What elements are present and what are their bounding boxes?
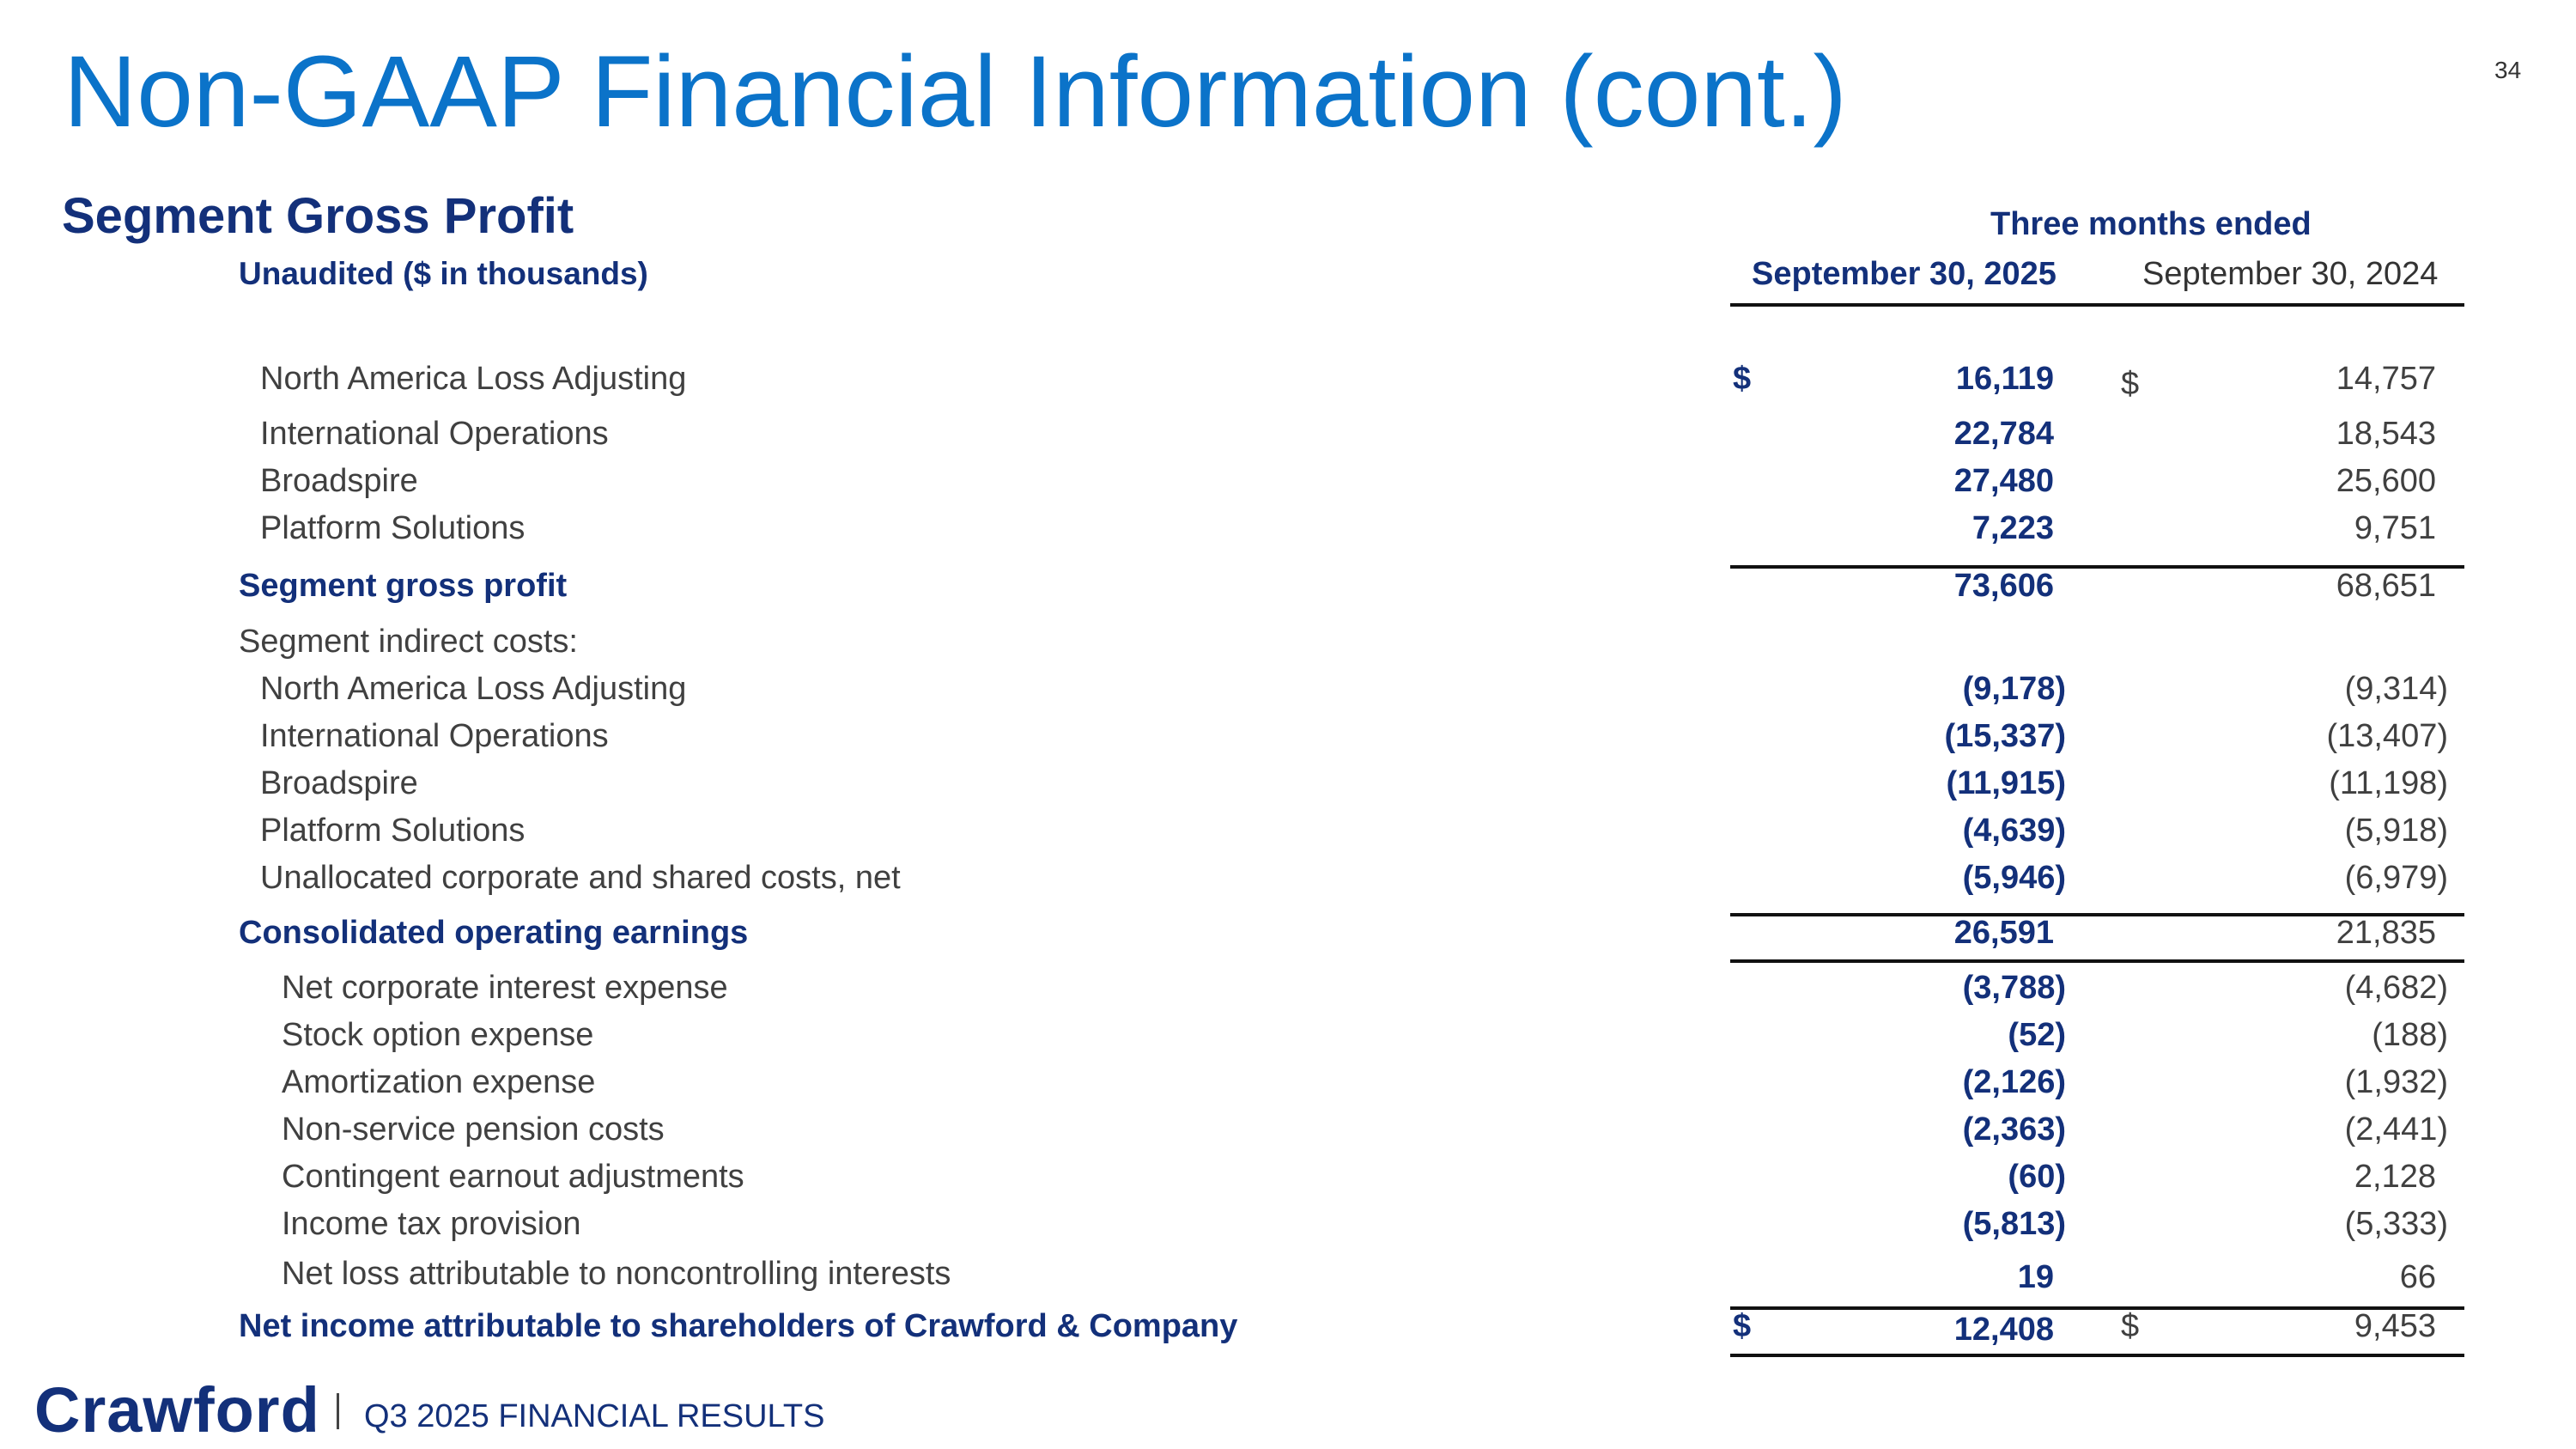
row-label: Broadspire — [260, 765, 418, 801]
value-2025: 7,223 — [1971, 510, 2054, 546]
value-2025: 27,480 — [1953, 463, 2054, 499]
table-row — [0, 1206, 2576, 1249]
table-row — [0, 671, 2576, 714]
value-2025: (15,337) — [1944, 718, 2066, 754]
row-label: Income tax provision — [282, 1206, 581, 1242]
value-2024: 9,453 — [2354, 1308, 2436, 1344]
value-2025: (11,915) — [1946, 765, 2066, 801]
row-label: International Operations — [260, 718, 609, 754]
table-row — [0, 361, 2576, 404]
row-label: Net income attributable to shareholders of Crawford & Company — [239, 1308, 1238, 1344]
row-label: North America Loss Adjusting — [260, 671, 687, 707]
value-2025: (5,946) — [1962, 860, 2066, 896]
column-header-2024: September 30, 2024 — [2142, 256, 2439, 292]
value-2025: (52) — [2008, 1017, 2066, 1053]
value-2024: 25,600 — [2336, 463, 2436, 499]
header-underline — [1730, 303, 2464, 307]
table-row — [0, 970, 2576, 1013]
value-2025: (9,178) — [1962, 671, 2066, 707]
row-label: Platform Solutions — [260, 813, 526, 849]
table-row — [0, 416, 2576, 459]
table-row — [0, 718, 2576, 761]
currency-symbol-2025: $ — [1733, 361, 1752, 397]
table-row — [0, 765, 2576, 808]
table-row — [0, 860, 2576, 903]
table-row — [0, 1017, 2576, 1060]
value-2025: 16,119 — [1955, 361, 2054, 397]
value-2024: 21,835 — [2336, 915, 2436, 951]
value-2025: (3,788) — [1962, 970, 2066, 1006]
value-2024: (13,407) — [2326, 718, 2448, 754]
value-2024: (4,682) — [2344, 970, 2448, 1006]
currency-symbol-2024: $ — [2121, 366, 2140, 402]
value-2024: (5,333) — [2344, 1206, 2448, 1242]
value-2025: (4,639) — [1962, 813, 2066, 849]
value-2025: (2,126) — [1962, 1064, 2066, 1100]
slide-title: Non-GAAP Financial Information (cont.) — [64, 35, 1847, 149]
total-underline — [1730, 1354, 2464, 1357]
value-2025: (60) — [2008, 1159, 2066, 1195]
table-row — [0, 1064, 2576, 1107]
subtotal-row — [0, 568, 2576, 611]
value-2024: (5,918) — [2344, 813, 2448, 849]
row-label: Stock option expense — [282, 1017, 594, 1053]
table-row — [0, 463, 2576, 506]
row-label: North America Loss Adjusting — [260, 361, 687, 397]
section-heading: Segment Gross Profit — [62, 188, 574, 244]
row-label: International Operations — [260, 416, 609, 452]
column-header-2025: September 30, 2025 — [1752, 256, 2057, 292]
value-2024: (188) — [2372, 1017, 2448, 1053]
row-label: Segment gross profit — [239, 568, 568, 604]
row-label: Contingent earnout adjustments — [282, 1159, 744, 1195]
value-2024: 66 — [2399, 1259, 2436, 1295]
table-row — [0, 510, 2576, 553]
value-2025: (2,363) — [1962, 1111, 2066, 1148]
value-2024: (1,932) — [2344, 1064, 2448, 1100]
currency-symbol-2025: $ — [1733, 1308, 1752, 1344]
row-label: Net corporate interest expense — [282, 970, 728, 1006]
row-label: Non-service pension costs — [282, 1111, 665, 1148]
subtotal-row — [0, 915, 2576, 958]
value-2024: 18,543 — [2336, 416, 2436, 452]
row-label: Unallocated corporate and shared costs, net — [260, 860, 901, 896]
value-2025: (5,813) — [1962, 1206, 2066, 1242]
value-2024: (6,979) — [2344, 860, 2448, 896]
row-label: Platform Solutions — [260, 510, 526, 546]
footer-divider — [337, 1393, 339, 1429]
value-2025: 26,591 — [1953, 915, 2054, 951]
value-2024: (11,198) — [2329, 765, 2448, 801]
period-header: Three months ended — [1990, 206, 2312, 242]
table-row — [0, 1256, 2576, 1299]
units-label: Unaudited ($ in thousands) — [239, 256, 648, 291]
row-label: Broadspire — [260, 463, 418, 499]
value-2024: 68,651 — [2336, 568, 2436, 604]
value-2025: 19 — [2017, 1259, 2054, 1295]
row-label: Net loss attributable to noncontrolling interests — [282, 1256, 951, 1292]
currency-symbol-2024: $ — [2121, 1308, 2140, 1344]
page-number: 34 — [2494, 57, 2522, 83]
table-row — [0, 1111, 2576, 1154]
value-2024: (2,441) — [2344, 1111, 2448, 1148]
value-2024: (9,314) — [2344, 671, 2448, 707]
row-label: Consolidated operating earnings — [239, 915, 749, 951]
subtotal-underline — [1730, 959, 2464, 963]
crawford-logo: Crawford — [34, 1374, 320, 1446]
row-label: Amortization expense — [282, 1064, 596, 1100]
value-2024: 2,128 — [2354, 1159, 2436, 1195]
value-2025: 12,408 — [1953, 1312, 2054, 1348]
value-2024: 14,757 — [2336, 361, 2436, 397]
table-row — [0, 813, 2576, 855]
value-2024: 9,751 — [2354, 510, 2436, 546]
row-label: Segment indirect costs: — [239, 624, 578, 660]
value-2025: 22,784 — [1953, 416, 2054, 452]
table-row — [0, 1159, 2576, 1202]
footer-report-label: Q3 2025 FINANCIAL RESULTS — [364, 1398, 825, 1434]
total-row — [0, 1308, 2576, 1351]
section-label-row — [0, 624, 2576, 667]
value-2025: 73,606 — [1953, 568, 2054, 604]
